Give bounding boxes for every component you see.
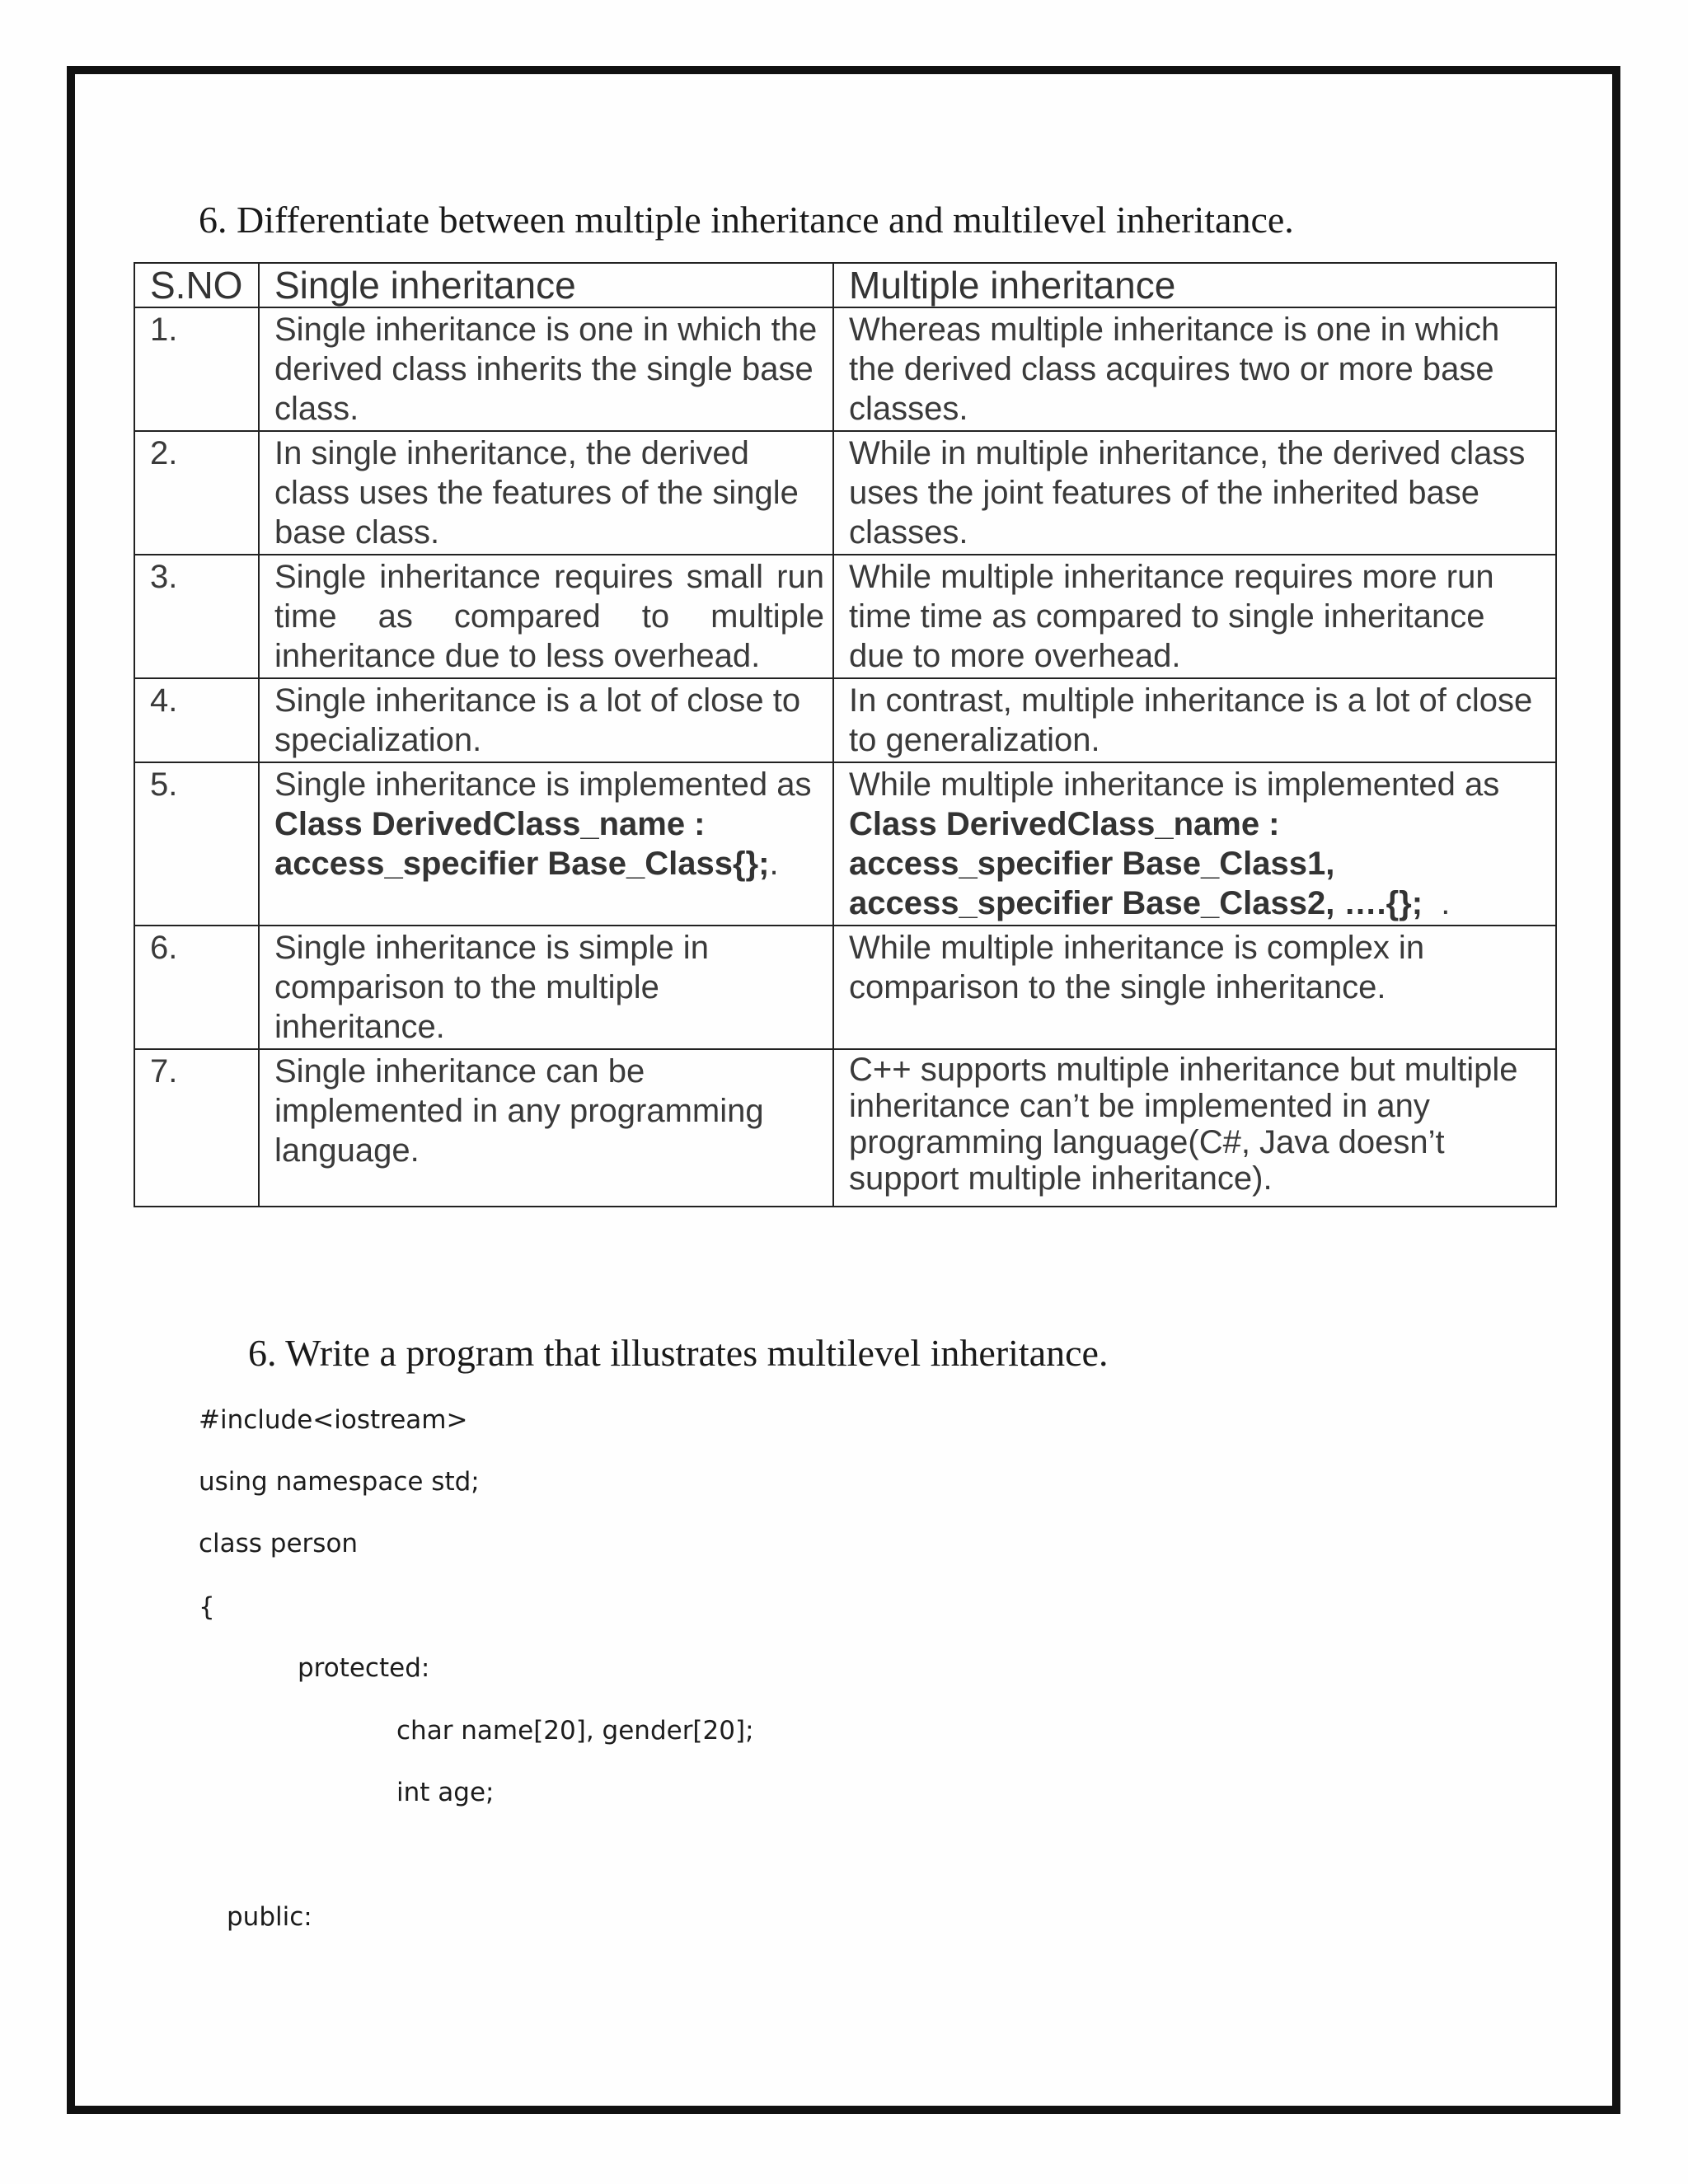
code-line: int age; <box>396 1778 495 1807</box>
code-line: class person <box>199 1529 359 1558</box>
code-syntax: Class DerivedClass_name : access_specifier Base_Class1, access_specifier Base_Class2, ….{}; <box>849 806 1423 921</box>
multiple-inheritance-cell: While multiple inheritance requires more run time time as compared to single inheritance due to more overhead. <box>833 555 1556 678</box>
code-line: { <box>199 1592 215 1622</box>
table-row <box>134 555 1556 678</box>
row-number: 5. <box>134 762 259 926</box>
cell-text: . <box>1423 885 1451 921</box>
column-header-sno: S.NO <box>134 263 259 307</box>
table-row <box>134 431 1556 555</box>
question-heading-program: 6. Write a program that illustrates multilevel inheritance. <box>248 1332 1109 1374</box>
single-inheritance-cell: Single inheritance requires small run time as compared to multiple inheritance due to less overhead. <box>259 555 833 678</box>
multiple-inheritance-cell: Whereas multiple inheritance is one in which the derived class acquires two or more base classes. <box>833 307 1556 431</box>
row-number: 1. <box>134 307 259 431</box>
multiple-inheritance-cell: While multiple inheritance is complex in comparison to the single inheritance. <box>833 926 1556 1049</box>
single-inheritance-cell: Single inheritance is one in which the derived class inherits the single base class. <box>259 307 833 431</box>
table-row <box>134 307 1556 431</box>
row-number: 6. <box>134 926 259 1049</box>
table-row <box>134 762 1556 926</box>
multiple-inheritance-cell: In contrast, multiple inheritance is a lot of close to generalization. <box>833 678 1556 762</box>
single-inheritance-cell <box>259 762 833 926</box>
code-syntax: Class DerivedClass_name : access_specifier Base_Class{}; <box>274 806 770 882</box>
table-row <box>134 678 1556 762</box>
table-header-row <box>134 263 1556 307</box>
table-row <box>134 926 1556 1049</box>
code-line: using namespace std; <box>199 1467 480 1497</box>
code-line: #include<iostream> <box>199 1405 468 1435</box>
multiple-inheritance-cell <box>833 762 1556 926</box>
code-line: protected: <box>298 1653 430 1683</box>
single-inheritance-cell: Single inheritance is simple in comparison to the multiple inheritance. <box>259 926 833 1049</box>
single-inheritance-cell: Single inheritance is a lot of close to specialization. <box>259 678 833 762</box>
row-number: 7. <box>134 1049 259 1207</box>
code-line: char name[20], gender[20]; <box>396 1716 754 1746</box>
single-inheritance-cell: In single inheritance, the derived class uses the features of the single base class. <box>259 431 833 555</box>
table-row <box>134 1049 1556 1207</box>
comparison-table <box>134 262 1557 1207</box>
cell-text: While multiple inheritance is implemented as <box>849 766 1500 803</box>
column-header-multiple: Multiple inheritance <box>833 263 1556 307</box>
code-line: public: <box>227 1902 312 1932</box>
multiple-inheritance-cell: C++ supports multiple inheritance but multiple inheritance can’t be implemented in any programming language(C#, Java doesn’t support multiple inheritance). <box>833 1049 1556 1207</box>
question-heading-differentiate: 6. Differentiate between multiple inheritance and multilevel inheritance. <box>199 199 1294 241</box>
multiple-inheritance-cell: While in multiple inheritance, the derived class uses the joint features of the inherited base classes. <box>833 431 1556 555</box>
cell-text: . <box>769 846 779 882</box>
single-inheritance-cell: Single inheritance can be implemented in any programming language. <box>259 1049 833 1207</box>
row-number: 3. <box>134 555 259 678</box>
column-header-single: Single inheritance <box>259 263 833 307</box>
row-number: 4. <box>134 678 259 762</box>
cell-text: Single inheritance is implemented as <box>274 766 812 803</box>
row-number: 2. <box>134 431 259 555</box>
